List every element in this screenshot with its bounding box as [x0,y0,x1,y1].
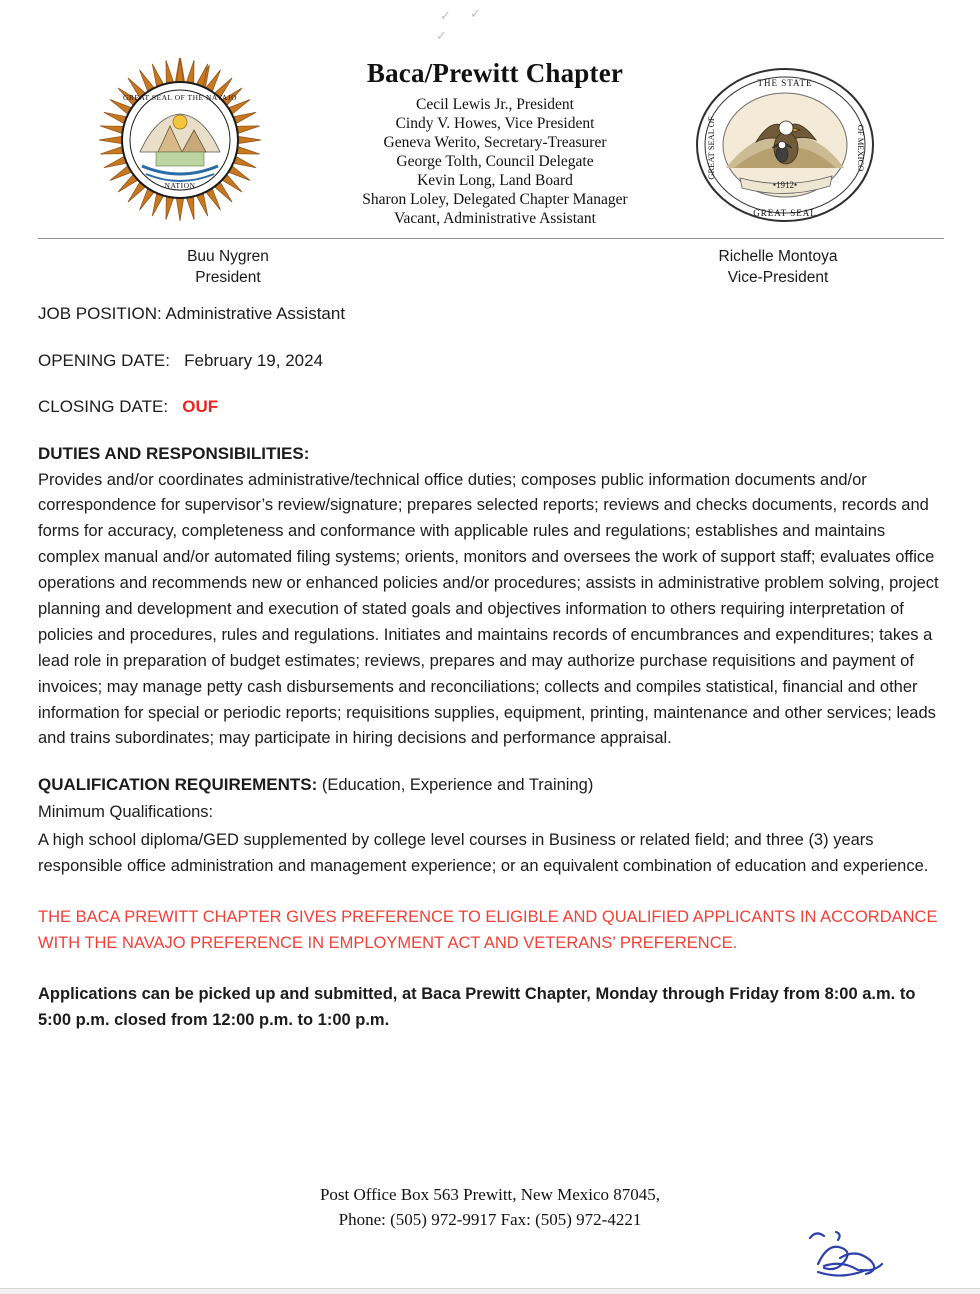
scan-artifact-1: ✓ [440,8,451,23]
header-divider [38,238,944,239]
preference-notice: THE BACA PREWITT CHAPTER GIVES PREFERENCE TO ELIGIBLE AND QUALIFIED APPLICANTS IN ACCORDANCE WITH THE NAVAJO PREFERENCE IN EMPLOYMENT ACT AND VETERANS’ PREFERENCE. [38,907,938,953]
officer-secretary-treasurer: Geneva Werito, Secretary-Treasurer [383,134,607,151]
opening-date-line [38,349,950,374]
leader-vice-president-block [678,246,878,288]
qualifications-section [38,773,950,880]
new-mexico-state-seal-icon [694,66,876,224]
handwritten-signature-icon [800,1224,920,1284]
chapter-title-block [300,58,690,228]
officer-chapter-manager: Sharon Loley, Delegated Chapter Manager [362,191,628,208]
duties-heading: DUTIES AND RESPONSIBILITIES: [38,443,310,463]
nation-leaders-row [38,246,944,292]
opening-date-value: February 19, 2024 [184,350,324,370]
minimum-qualifications-label: Minimum Qualifications: [38,803,214,822]
officer-vice-president: Cindy V. Howes, Vice President [395,115,595,132]
officer-land-board: Kevin Long, Land Board [417,172,573,189]
svg-text:THE STATE: THE STATE [757,78,813,88]
qualifications-heading: QUALIFICATION REQUIREMENTS: [38,775,318,795]
closing-date-label: CLOSING DATE: [38,397,169,417]
footer-address: Post Office Box 563 Prewitt, New Mexico 87045, [319,1185,661,1204]
officer-administrative-assistant: Vacant, Administrative Assistant [394,210,596,227]
duties-paragraph: Provides and/or coordinates administrative/technical office duties; composes public information documents and/or correspondence for supervisor’s review/signature; prepares selected reports; reviews and checks documents, records and forms for accuracy, completeness and conformance with applicable rules and regulations; establishes and maintains complex manual and/or automated filing systems; orients, monitors and oversees the work of support staff; evaluates office operations and recommends new or enhanced policies and/or procedures; assists in administrative problem solving, project planning and development and execution of stated goals and objectives information to others requiring interpretation of policies and procedures, rules and regulations. Initiates and maintains records of encumbrances and expenditures; takes a lead role in preparation of budget estimates; reviews, prepares and may authorize purchase requisitions and payment of invoices; may manage petty cash disbursements and reconciliations; collects and compiles statistical, financial and other information for special or periodic reports; requisitions supplies, equipment, printing, maintenance and other services; leads and trains subordinates; may participate in hiring decisions and performance appraisal. [38,470,939,748]
svg-text:OF MEXICO: OF MEXICO [856,124,866,172]
page-bottom-edge [0,1288,980,1294]
leader-president-title: President [195,269,261,286]
job-position-line [38,302,950,327]
leader-vice-president-name: Richelle Montoya [718,248,838,265]
leader-president-name: Buu Nygren [187,248,269,265]
qualifications-heading-suffix: (Education, Experience and Training) [321,776,594,795]
svg-text:GREAT SEAL OF THE NAVAJO: GREAT SEAL OF THE NAVAJO [122,93,238,102]
document-body [38,302,950,1034]
navajo-nation-seal-icon [96,56,264,224]
officer-president: Cecil Lewis Jr., President [416,96,574,113]
svg-text:GREAT SEAL OF: GREAT SEAL OF [706,116,716,180]
duties-section [38,442,950,752]
qualifications-paragraph: A high school diploma/GED supplemented by college level courses in Business or related field; and three (3) years responsible office administration and management experience; or an equivalent combination of education and experience. [38,831,929,876]
leader-vice-president-title: Vice-President [727,269,829,286]
opening-date-label: OPENING DATE: [38,350,170,370]
closing-date-value: OUF [182,397,219,417]
applications-notice: Applications can be picked up and submitted, at Baca Prewitt Chapter, Monday through Friday from 8:00 a.m. to 5:00 p.m. closed from 12:00 p.m. to 1:00 p.m. [38,984,916,1030]
leader-president-block [138,246,318,288]
job-position-value: Administrative Assistant [165,304,346,323]
scan-artifact-2: ✓ [470,6,481,21]
closing-date-line [38,395,950,420]
officer-council-delegate: George Tolth, Council Delegate [396,153,594,170]
qualifications-heading-line [38,773,950,798]
footer-phone: Phone: (505) 972-9917 Fax: (505) 972-4221 [338,1210,642,1229]
job-position-label: JOB POSITION: [38,304,162,323]
svg-text:•1912•: •1912• [772,180,798,190]
svg-text:NATION: NATION [164,181,196,190]
scan-artifact-3: ✓ [436,28,447,43]
svg-text:GREAT SEAL: GREAT SEAL [753,208,817,218]
chapter-title: Baca/Prewitt Chapter [366,58,624,88]
letterhead-header [0,0,980,232]
